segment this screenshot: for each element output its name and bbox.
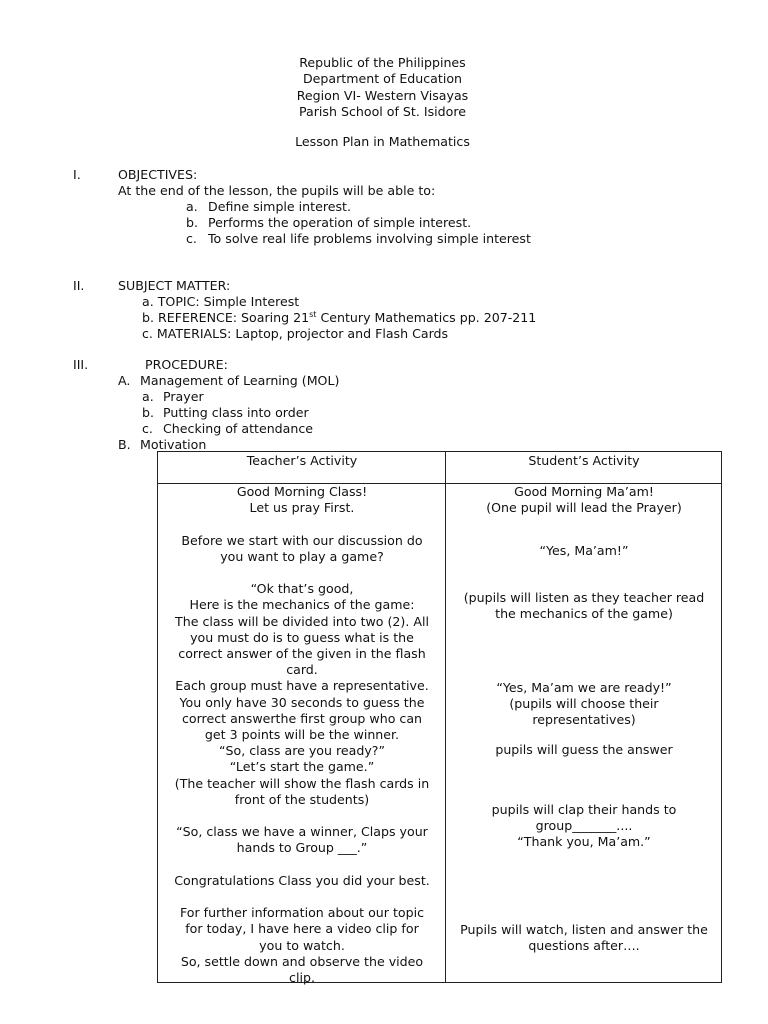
teacher-line: For further information about our topic bbox=[179, 905, 425, 921]
materials-line: c. MATERIALS: Laptop, projector and Flash Cards bbox=[142, 326, 449, 341]
list-item: Define simple interest. bbox=[208, 199, 352, 214]
teacher-line: Each group must have a representative. bbox=[175, 678, 429, 694]
objectives-intro: At the end of the lesson, the pupils will be able to: bbox=[118, 183, 436, 198]
student-response: group_______.... bbox=[535, 818, 633, 833]
section-numeral: II. bbox=[73, 278, 85, 293]
list-marker: c. bbox=[142, 421, 153, 436]
teacher-line: “So, class are you ready?” bbox=[218, 743, 386, 759]
student-response: pupils will clap their hands to bbox=[491, 802, 677, 817]
teacher-line: “Let’s start the game.” bbox=[229, 759, 375, 775]
teacher-line: So, settle down and observe the video bbox=[180, 953, 424, 969]
list-marker: b. bbox=[142, 405, 154, 420]
student-response: representatives) bbox=[532, 712, 636, 727]
teacher-line: correct answerthe first group who can bbox=[181, 710, 423, 726]
teacher-line: “Ok that’s good, bbox=[250, 581, 354, 597]
teacher-line: Let us pray First. bbox=[249, 500, 355, 516]
teacher-activity-header: Teacher’s Activity bbox=[246, 453, 358, 468]
header-line: Republic of the Philippines bbox=[299, 55, 466, 70]
objectives-heading: OBJECTIVES: bbox=[118, 167, 198, 182]
header-line: Region VI- Western Visayas bbox=[296, 87, 469, 103]
header-line: Parish School of St. Isidore bbox=[299, 104, 466, 120]
teacher-line: You only have 30 seconds to guess the bbox=[179, 694, 425, 710]
document-header bbox=[250, 55, 515, 121]
section-numeral: III. bbox=[73, 357, 89, 372]
lesson-title: Lesson Plan in Mathematics bbox=[295, 134, 470, 149]
teacher-line: you must do is to guess what is the bbox=[190, 629, 414, 645]
student-response: Good Morning Ma’am! bbox=[514, 484, 654, 499]
student-response: “Yes, Ma’am!” bbox=[539, 543, 629, 558]
column-divider bbox=[445, 452, 446, 982]
student-response: “Yes, Ma’am we are ready!” bbox=[496, 680, 672, 695]
student-response: “Thank you, Ma’am.” bbox=[517, 834, 651, 849]
student-activity-header: Student’s Activity bbox=[528, 453, 640, 468]
teacher-line: you to watch. bbox=[259, 937, 345, 953]
procedure-heading: PROCEDURE: bbox=[145, 357, 228, 372]
topic-line: a. TOPIC: Simple Interest bbox=[142, 294, 300, 309]
teacher-line: get 3 points will be the winner. bbox=[204, 727, 400, 743]
student-response: (pupils will choose their bbox=[509, 696, 659, 711]
teacher-line: The class will be divided into two (2). All bbox=[175, 613, 429, 629]
teacher-line: “So, class we have a winner, Claps your bbox=[176, 824, 428, 840]
teacher-line: Good Morning Class! bbox=[236, 484, 368, 499]
list-marker: b. bbox=[186, 215, 198, 230]
header-line: Department of Education bbox=[302, 71, 463, 87]
reference-text: b. REFERENCE: Soaring 21 bbox=[142, 310, 310, 325]
teacher-cell bbox=[162, 484, 442, 986]
subject-matter-heading: SUBJECT MATTER: bbox=[118, 278, 231, 293]
student-response: questions after…. bbox=[528, 938, 640, 953]
teacher-line: for today, I have here a video clip for bbox=[185, 921, 419, 937]
student-response: the mechanics of the game) bbox=[495, 606, 673, 621]
teacher-line: correct answer of the given in the flash bbox=[178, 646, 426, 661]
teacher-line: Congratulations Class you did your best. bbox=[174, 872, 430, 888]
student-response: (One pupil will lead the Prayer) bbox=[486, 500, 682, 515]
list-marker: a. bbox=[142, 389, 154, 404]
student-response: Pupils will watch, listen and answer the bbox=[460, 922, 708, 937]
list-marker: B. bbox=[118, 437, 131, 452]
procedure-part-b: Motivation bbox=[140, 437, 207, 452]
student-response: pupils will guess the answer bbox=[495, 742, 673, 757]
reference-superscript: st bbox=[309, 309, 317, 319]
teacher-line: Here is the mechanics of the game: bbox=[189, 597, 415, 613]
reference-text-rest: Century Mathematics pp. 207-211 bbox=[316, 310, 537, 325]
list-item: Prayer bbox=[163, 389, 204, 404]
list-item: Performs the operation of simple interest. bbox=[208, 215, 472, 230]
procedure-part-a: Management of Learning (MOL) bbox=[140, 373, 340, 388]
activity-table bbox=[157, 451, 722, 986]
list-item: To solve real life problems involving simple interest bbox=[208, 231, 531, 246]
teacher-line: clip. bbox=[289, 970, 315, 986]
list-item: Checking of attendance bbox=[163, 421, 314, 436]
list-item: Putting class into order bbox=[163, 405, 309, 420]
reference-line bbox=[142, 310, 536, 326]
list-marker: A. bbox=[118, 373, 131, 388]
teacher-line: card. bbox=[286, 662, 318, 678]
teacher-line: Before we start with our discussion do bbox=[181, 532, 423, 548]
teacher-line: front of the students) bbox=[234, 791, 370, 807]
list-marker: a. bbox=[186, 199, 198, 214]
list-marker: c. bbox=[186, 231, 197, 246]
teacher-line: you want to play a game? bbox=[220, 548, 384, 564]
teacher-line: (The teacher will show the flash cards in bbox=[174, 775, 430, 791]
section-numeral: I. bbox=[73, 167, 81, 182]
student-response: (pupils will listen as they teacher read bbox=[463, 590, 705, 605]
teacher-line: hands to Group ___.” bbox=[236, 840, 368, 856]
